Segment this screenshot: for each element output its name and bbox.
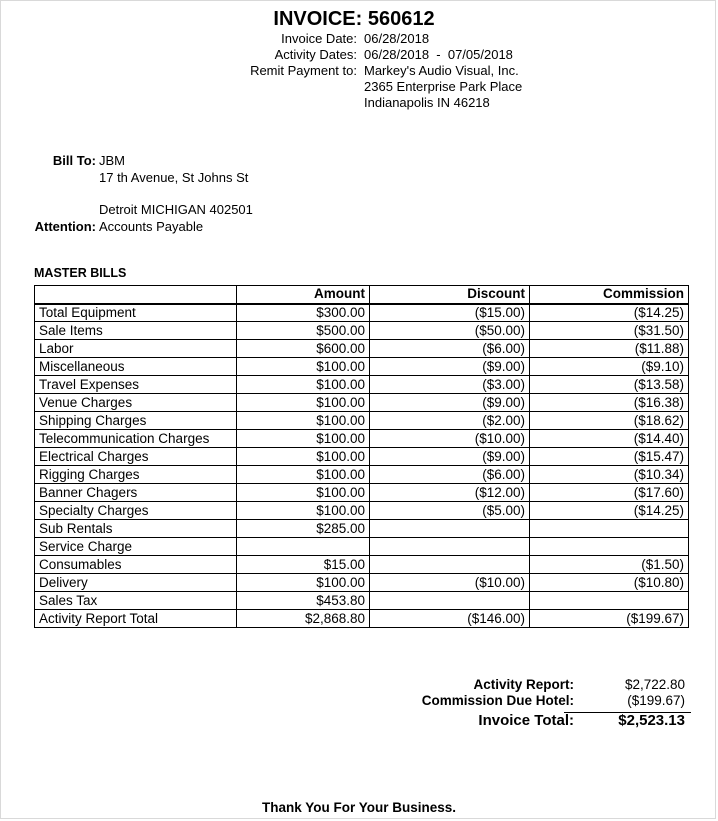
activity-report-value: $2,722.80	[624, 677, 685, 692]
item-cell: Service Charge	[35, 538, 237, 556]
amount-cell	[237, 538, 370, 556]
item-cell: Activity Report Total	[35, 610, 237, 628]
table-row	[35, 484, 689, 502]
remit-address-row-1	[1, 79, 716, 95]
table-row	[35, 466, 689, 484]
remit-address-line-1: 2365 Enterprise Park Place	[364, 79, 523, 94]
commission-due-value: ($199.67)	[627, 693, 685, 708]
commission-cell	[530, 592, 689, 610]
table-row	[35, 376, 689, 394]
col-header-discount: Discount	[370, 286, 530, 304]
discount-cell	[370, 592, 530, 610]
table-row	[35, 394, 689, 412]
commission-cell	[530, 538, 689, 556]
discount-cell: ($6.00)	[370, 466, 530, 484]
table-row-total	[35, 610, 689, 628]
item-cell: Travel Expenses	[35, 376, 237, 394]
commission-cell: ($10.34)	[530, 466, 689, 484]
discount-cell: ($146.00)	[370, 610, 530, 628]
table-row	[35, 304, 689, 322]
discount-cell: ($50.00)	[370, 322, 530, 340]
item-cell: Total Equipment	[35, 304, 237, 322]
table-row	[35, 322, 689, 340]
commission-cell: ($31.50)	[530, 322, 689, 340]
discount-cell: ($9.00)	[370, 448, 530, 466]
invoice-total-label: Invoice Total:	[478, 712, 574, 729]
item-cell: Banner Chagers	[35, 484, 237, 502]
item-cell: Specialty Charges	[35, 502, 237, 520]
amount-cell: $100.00	[237, 448, 370, 466]
master-bills-table	[34, 285, 689, 628]
table-row	[35, 538, 689, 556]
invoice-date-value: 06/28/2018	[364, 31, 430, 46]
amount-cell: $100.00	[237, 430, 370, 448]
remit-payment-label: Remit Payment to:	[250, 63, 357, 78]
commission-cell: ($1.50)	[530, 556, 689, 574]
table-row	[35, 358, 689, 376]
commission-cell: ($14.25)	[530, 502, 689, 520]
invoice-date-label: Invoice Date:	[281, 31, 357, 46]
bill-to-row	[1, 152, 501, 169]
discount-cell: ($6.00)	[370, 340, 530, 358]
discount-cell: ($3.00)	[370, 376, 530, 394]
bill-to-label: Bill To:	[52, 153, 96, 168]
item-cell: Labor	[35, 340, 237, 358]
activity-dates-label: Activity Dates:	[274, 47, 357, 62]
item-cell: Rigging Charges	[35, 466, 237, 484]
bill-to-address-row-2	[1, 201, 501, 218]
amount-cell: $500.00	[237, 322, 370, 340]
bill-to-address-line-2: Detroit MICHIGAN 402501	[99, 202, 253, 217]
col-header-item	[35, 286, 237, 304]
item-cell: Sub Rentals	[35, 520, 237, 538]
invoice-title: INVOICE: 560612	[273, 8, 435, 30]
amount-cell: $100.00	[237, 484, 370, 502]
table-row	[35, 340, 689, 358]
col-header-commission: Commission	[530, 286, 689, 304]
amount-cell: $100.00	[237, 502, 370, 520]
discount-cell: ($10.00)	[370, 430, 530, 448]
amount-cell: $100.00	[237, 358, 370, 376]
attention-label: Attention:	[34, 219, 96, 234]
totals-block	[1, 677, 716, 729]
item-cell: Delivery	[35, 574, 237, 592]
discount-cell	[370, 520, 530, 538]
item-cell: Shipping Charges	[35, 412, 237, 430]
attention-row	[1, 218, 501, 235]
commission-cell: ($10.80)	[530, 574, 689, 592]
bill-to-address-row-1	[1, 169, 501, 186]
attention-value: Accounts Payable	[99, 219, 204, 234]
item-cell: Sales Tax	[35, 592, 237, 610]
table-row	[35, 448, 689, 466]
activity-dates-value: 06/28/2018 - 07/05/2018	[364, 47, 513, 62]
discount-cell: ($9.00)	[370, 394, 530, 412]
discount-cell: ($15.00)	[370, 304, 530, 322]
invoice-date-row	[1, 31, 716, 47]
table-row	[35, 556, 689, 574]
discount-cell: ($2.00)	[370, 412, 530, 430]
footer-message: Thank You For Your Business.	[261, 800, 457, 815]
item-cell: Electrical Charges	[35, 448, 237, 466]
invoice-total-value: $2,523.13	[618, 712, 685, 729]
bill-to-block	[1, 152, 501, 235]
amount-cell: $2,868.80	[237, 610, 370, 628]
commission-due-label: Commission Due Hotel:	[421, 693, 574, 708]
discount-cell: ($5.00)	[370, 502, 530, 520]
amount-cell: $300.00	[237, 304, 370, 322]
header-fields	[1, 31, 716, 111]
item-cell: Telecommunication Charges	[35, 430, 237, 448]
discount-cell: ($12.00)	[370, 484, 530, 502]
col-header-amount: Amount	[237, 286, 370, 304]
commission-cell: ($11.88)	[530, 340, 689, 358]
invoice-total-row	[1, 713, 716, 729]
table-row	[35, 574, 689, 592]
commission-cell: ($17.60)	[530, 484, 689, 502]
amount-cell: $100.00	[237, 466, 370, 484]
commission-cell: ($14.25)	[530, 304, 689, 322]
activity-dates-row	[1, 47, 716, 63]
totals-divider-line	[564, 712, 691, 713]
activity-report-label: Activity Report:	[473, 677, 574, 692]
item-cell: Sale Items	[35, 322, 237, 340]
item-cell: Venue Charges	[35, 394, 237, 412]
bill-to-address-line-1: 17 th Avenue, St Johns St	[99, 170, 249, 185]
item-cell: Consumables	[35, 556, 237, 574]
commission-cell: ($15.47)	[530, 448, 689, 466]
bill-to-spacer	[1, 186, 501, 201]
commission-due-row	[1, 693, 716, 709]
commission-cell: ($9.10)	[530, 358, 689, 376]
commission-cell: ($18.62)	[530, 412, 689, 430]
amount-cell: $100.00	[237, 574, 370, 592]
bill-to-name: JBM	[99, 153, 125, 168]
table-row	[35, 592, 689, 610]
discount-cell	[370, 556, 530, 574]
commission-cell: ($16.38)	[530, 394, 689, 412]
discount-cell: ($10.00)	[370, 574, 530, 592]
table-header-row	[35, 286, 689, 304]
remit-payment-row	[1, 63, 716, 79]
table-row	[35, 430, 689, 448]
amount-cell: $453.80	[237, 592, 370, 610]
amount-cell: $285.00	[237, 520, 370, 538]
remit-address-row-2	[1, 95, 716, 111]
master-bills-title: MASTER BILLS	[34, 266, 127, 280]
commission-cell: ($14.40)	[530, 430, 689, 448]
table-row	[35, 520, 689, 538]
table-row	[35, 502, 689, 520]
discount-cell	[370, 538, 530, 556]
amount-cell: $600.00	[237, 340, 370, 358]
discount-cell: ($9.00)	[370, 358, 530, 376]
remit-payment-value: Markey's Audio Visual, Inc.	[364, 63, 519, 78]
amount-cell: $100.00	[237, 412, 370, 430]
commission-cell: ($199.67)	[530, 610, 689, 628]
commission-cell	[530, 520, 689, 538]
item-cell: Miscellaneous	[35, 358, 237, 376]
commission-cell: ($13.58)	[530, 376, 689, 394]
amount-cell: $100.00	[237, 394, 370, 412]
activity-report-row	[1, 677, 716, 693]
amount-cell: $15.00	[237, 556, 370, 574]
amount-cell: $100.00	[237, 376, 370, 394]
remit-address-line-2: Indianapolis IN 46218	[364, 95, 490, 110]
table-row	[35, 412, 689, 430]
